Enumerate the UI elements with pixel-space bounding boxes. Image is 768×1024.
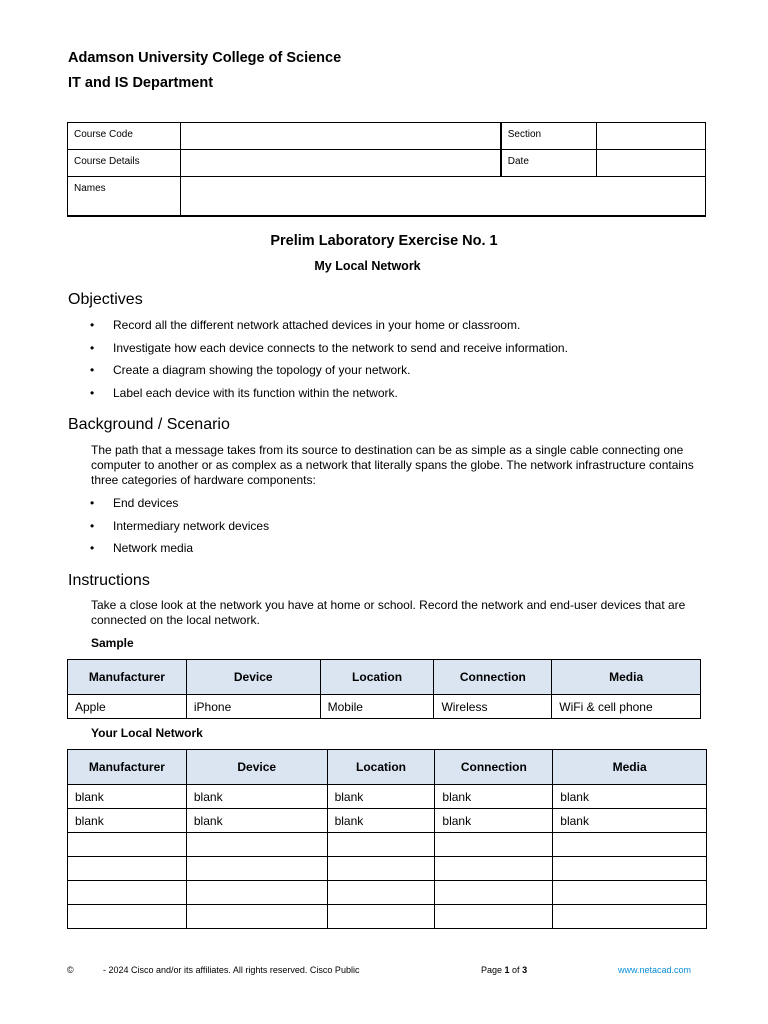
course-code-field[interactable] xyxy=(180,123,500,150)
course-code-label: Course Code xyxy=(68,123,181,150)
table-cell[interactable] xyxy=(553,881,707,905)
column-header: Location xyxy=(320,660,434,695)
column-header: Connection xyxy=(434,660,552,695)
page-total: 3 xyxy=(522,965,528,975)
table-cell[interactable]: blank xyxy=(553,809,707,833)
column-header: Media xyxy=(552,660,701,695)
table-row xyxy=(68,881,707,905)
page-of: of xyxy=(509,965,523,975)
names-field[interactable] xyxy=(180,177,705,217)
table-cell: WiFi & cell phone xyxy=(552,695,701,719)
section-field[interactable] xyxy=(597,123,706,150)
list-item: • Record all the different network attached devices in your home or classroom. xyxy=(90,318,568,341)
table-cell[interactable] xyxy=(186,905,327,929)
page-title: Prelim Laboratory Exercise No. 1 xyxy=(270,233,498,249)
column-header: Manufacturer xyxy=(68,750,187,785)
column-header: Device xyxy=(186,750,327,785)
hardware-list xyxy=(90,496,269,564)
background-paragraph: The path that a message takes from its source to destination can be as simple as a single cable connecting one computer to another or as complex as a network that literally spans the globe. The network infrastructure contains three categories of hardware components: xyxy=(91,443,694,487)
local-network-label: Your Local Network xyxy=(91,726,203,740)
table-cell[interactable] xyxy=(186,857,327,881)
column-header: Manufacturer xyxy=(68,660,187,695)
table-cell[interactable]: blank xyxy=(68,809,187,833)
table-cell[interactable]: blank xyxy=(186,809,327,833)
date-field[interactable] xyxy=(597,150,706,177)
table-row xyxy=(68,695,701,719)
table-cell[interactable] xyxy=(68,905,187,929)
department-name: IT and IS Department xyxy=(68,75,214,91)
column-header: Location xyxy=(327,750,435,785)
table-cell: Mobile xyxy=(320,695,434,719)
table-cell[interactable] xyxy=(553,833,707,857)
table-cell[interactable]: blank xyxy=(553,785,707,809)
sample-table xyxy=(67,659,701,719)
instructions-paragraph: Take a close look at the network you have at home or school. Record the network and end-user devices that are connected on the local network. xyxy=(91,598,686,627)
column-header: Device xyxy=(186,660,320,695)
table-cell: Apple xyxy=(68,695,187,719)
table-row xyxy=(68,905,707,929)
table-cell[interactable]: blank xyxy=(327,809,435,833)
list-item: • End devices xyxy=(90,496,269,519)
local-network-table xyxy=(67,749,707,929)
page-current: 1 xyxy=(504,965,510,975)
table-row xyxy=(68,833,707,857)
table-cell[interactable] xyxy=(435,881,553,905)
table-cell[interactable] xyxy=(327,905,435,929)
list-item: • Create a diagram showing the topology of your network. xyxy=(90,363,568,386)
copyright-symbol: © xyxy=(67,965,74,975)
page-prefix: Page xyxy=(481,965,505,975)
table-cell[interactable] xyxy=(435,905,553,929)
list-item: • Investigate how each device connects to the network to send and receive information. xyxy=(90,341,568,364)
course-details-field[interactable] xyxy=(180,150,500,177)
table-cell: iPhone xyxy=(186,695,320,719)
objectives-list xyxy=(90,318,568,408)
university-name: Adamson University College of Science xyxy=(68,50,342,66)
table-cell[interactable]: blank xyxy=(435,809,553,833)
table-cell[interactable]: blank xyxy=(435,785,553,809)
table-row xyxy=(68,857,707,881)
background-heading: Background / Scenario xyxy=(68,416,230,433)
table-row xyxy=(68,785,707,809)
table-cell[interactable] xyxy=(553,905,707,929)
sample-label: Sample xyxy=(91,636,134,650)
course-details-label: Course Details xyxy=(68,150,181,177)
netacad-link[interactable]: www.netacad.com xyxy=(618,965,692,975)
column-header: Connection xyxy=(435,750,553,785)
course-info-table xyxy=(67,122,706,217)
table-cell[interactable]: blank xyxy=(68,785,187,809)
page-number xyxy=(481,965,527,975)
names-label: Names xyxy=(68,177,181,217)
list-item: • Label each device with its function within the network. xyxy=(90,386,568,409)
table-row xyxy=(68,809,707,833)
table-cell: Wireless xyxy=(434,695,552,719)
table-cell[interactable] xyxy=(186,881,327,905)
table-cell[interactable] xyxy=(68,857,187,881)
objectives-heading: Objectives xyxy=(68,291,143,308)
date-label: Date xyxy=(501,150,597,177)
table-cell[interactable]: blank xyxy=(327,785,435,809)
copyright-text: - 2024 Cisco and/or its affiliates. All rights reserved. Cisco Public xyxy=(103,965,360,975)
list-item: • Network media xyxy=(90,541,269,564)
table-cell[interactable] xyxy=(68,881,187,905)
column-header: Media xyxy=(553,750,707,785)
list-item: • Intermediary network devices xyxy=(90,519,269,542)
table-cell[interactable] xyxy=(327,881,435,905)
table-cell[interactable]: blank xyxy=(186,785,327,809)
table-cell[interactable] xyxy=(435,857,553,881)
table-cell[interactable] xyxy=(327,857,435,881)
section-label: Section xyxy=(501,123,597,150)
table-cell[interactable] xyxy=(186,833,327,857)
table-cell[interactable] xyxy=(435,833,553,857)
page-subtitle: My Local Network xyxy=(314,259,421,273)
instructions-heading: Instructions xyxy=(68,572,150,589)
table-cell[interactable] xyxy=(327,833,435,857)
table-cell[interactable] xyxy=(68,833,187,857)
table-cell[interactable] xyxy=(553,857,707,881)
